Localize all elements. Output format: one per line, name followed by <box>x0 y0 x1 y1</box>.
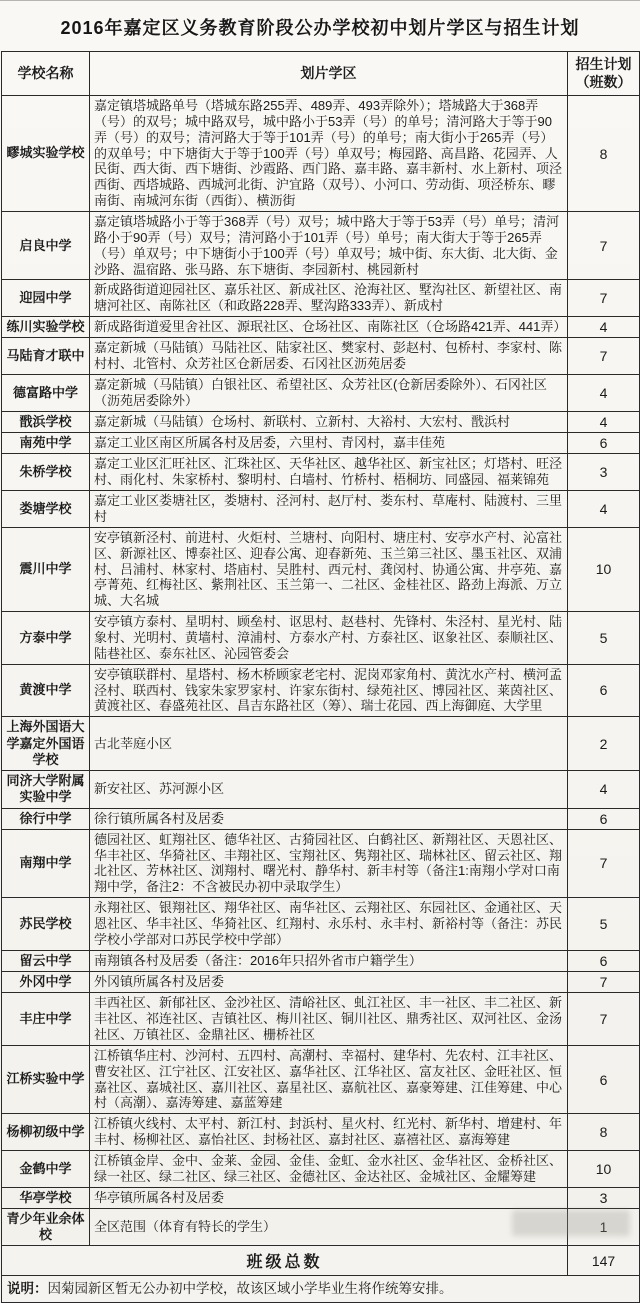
col-header-school: 学校名称 <box>2 52 90 96</box>
school-name-cell: 徐行中学 <box>2 808 90 829</box>
table-row <box>2 338 640 375</box>
total-row <box>2 1246 640 1276</box>
district-cell: 外冈镇所属各村及居委 <box>90 972 568 993</box>
table-row <box>2 527 640 611</box>
plan-count-cell: 3 <box>568 1187 640 1208</box>
table-row <box>2 717 640 771</box>
table-row <box>2 808 640 829</box>
table-row <box>2 1208 640 1246</box>
plan-count-cell: 7 <box>568 829 640 897</box>
district-cell: 江桥镇火线村、太平村、新江村、封浜村、星火村、红光村、新华村、增建村、年丰村、杨柳社区、嘉怡社区、封杨社区、嘉封社区、嘉禧社区、嘉海筹建 <box>90 1114 568 1151</box>
plan-count-cell: 4 <box>568 771 640 809</box>
table-row <box>2 1187 640 1208</box>
district-cell: 安亭镇新泾村、前进村、火炬村、兰塘村、向阳村、塘庄村、安亭水产村、沁富社区、新源社区、博泰社区、迎春公寓、迎春新苑、玉兰第三社区、墨玉社区、双浦村、吕浦村、林家村、塔庙村、吴胜村、西元村、龚闵村、协通公寓、井亭苑、嘉亭菁苑、红梅社区、紫荆社区、玉兰第一、二社区、金桂社区、路劲上海派、万立城、大名城 <box>90 527 568 611</box>
school-name-cell: 外冈中学 <box>2 972 90 993</box>
header-row <box>2 52 640 96</box>
table-row <box>2 1114 640 1151</box>
district-cell: 嘉定工业区娄塘社区，娄塘村、泾河村、赵厅村、娄东村、草庵村、陆渡村、三里村 <box>90 491 568 528</box>
school-name-cell: 方泰中学 <box>2 612 90 665</box>
school-name-cell: 苏民学校 <box>2 898 90 951</box>
table-row <box>2 664 640 717</box>
district-cell: 华亭镇所属各村及居委 <box>90 1187 568 1208</box>
school-name-cell: 朱桥学校 <box>2 454 90 491</box>
plan-count-cell: 10 <box>568 1151 640 1188</box>
total-value: 147 <box>568 1246 640 1276</box>
col-header-district: 划片学区 <box>90 52 568 96</box>
school-name-cell: 疁城实验学校 <box>2 96 90 212</box>
district-cell: 安亭镇联群村、星塔村、杨木桥顾家老宅村、泥岗邓家角村、黄沈水产村、横河孟泾村、联西村、钱家朱家罗家村、许家东街村、绿苑社区、博园社区、莱茵社区、黄渡社区、春盛苑社区、昌吉东路社区（筹）、瑞士花园、西上海御庭、大学里 <box>90 664 568 717</box>
school-name-cell: 德富路中学 <box>2 375 90 412</box>
district-cell: 德园社区、虹翔社区、德华社区、古猗园社区、白鹤社区、新翔社区、天恩社区、华丰社区、华猗社区、丰翔社区、宝翔社区、隽翔社区、瑞林社区、留云社区、翔北社区、芳林社区、浏翔村、曙光村、静华村、新丰村等（备注1:南翔小学对口南翔中学，备注2：不含被民办初中录取学生） <box>90 829 568 897</box>
col-header-plan: 招生计划（班数） <box>568 52 640 96</box>
table-row <box>2 1151 640 1188</box>
district-cell: 徐行镇所属各村及居委 <box>90 808 568 829</box>
table-row <box>2 491 640 528</box>
plan-count-cell: 6 <box>568 1045 640 1113</box>
plan-count-cell: 4 <box>568 411 640 432</box>
school-name-cell: 南苑中学 <box>2 433 90 454</box>
district-cell: 新成路街道迎园社区、嘉乐社区、新成社区、沧海社区、墅沟社区、新望社区、南塘河社区、南陈社区（和政路228弄、墅沟路333弄）、新成村 <box>90 280 568 317</box>
table-row <box>2 612 640 665</box>
plan-count-cell: 7 <box>568 993 640 1046</box>
district-cell: 新安社区、苏河源小区 <box>90 771 568 809</box>
plan-count-cell: 6 <box>568 950 640 971</box>
school-name-cell: 青少年业余体校 <box>2 1208 90 1246</box>
table-row <box>2 993 640 1046</box>
plan-count-cell: 4 <box>568 491 640 528</box>
school-name-cell: 江桥实验中学 <box>2 1045 90 1113</box>
district-cell: 嘉定镇塔城路单号（塔城东路255弄、489弄、493弄除外）；塔城路大于368弄（号）的双号；城中路双号，城中路小于53弄（号）的单号；清河路大于等于90弄（号）的双号；清河路大于等于101弄（号）的单号；南大街小于265弄（号）的双单号；中下塘街大于等于100弄（号）单双号；梅园路、高昌路、花园弄、人民街、西大街、西下塘街、沙霞路、西门路、嘉丰路、嘉丰新村、水上新村、项泾西街、西塔城路、西城河北街、沪宜路（双号）、小河口、劳动街、项泾桥东、疁南街、南城河东街（西街）、横沥街 <box>90 96 568 212</box>
school-name-cell: 同济大学附属实验中学 <box>2 771 90 809</box>
district-cell: 嘉定新城（马陆镇）仓场村、新联村、立新村、大裕村、大宏村、戬浜村 <box>90 411 568 432</box>
page-title: 2016年嘉定区义务教育阶段公办学校初中划片学区与招生计划 <box>60 18 580 38</box>
district-cell: 江桥镇金岸、金中、金莱、金园、金佳、金虹、金水社区、金华社区、金桥社区、绿一社区、绿二社区、绿三社区、金德社区、金达社区、金城社区、金耀筹建 <box>90 1151 568 1188</box>
table-row <box>2 829 640 897</box>
table-row <box>2 771 640 809</box>
table-row <box>2 1045 640 1113</box>
table-row <box>2 950 640 971</box>
plan-count-cell: 3 <box>568 454 640 491</box>
school-name-cell: 黄渡中学 <box>2 664 90 717</box>
plan-count-cell: 8 <box>568 1114 640 1151</box>
note-label: 说明： <box>7 1281 48 1297</box>
note-text: 因菊园新区暂无公办初中学校，故该区域小学毕业生将作统筹安排。 <box>47 1281 453 1297</box>
plan-count-cell: 8 <box>568 96 640 212</box>
district-cell: 新成路街道爱里舍社区、源珉社区、仓场社区、南陈社区（仓场路421弄、441弄） <box>90 317 568 338</box>
district-cell: 全区范围（体育有特长的学生） <box>90 1208 568 1246</box>
plan-count-cell: 4 <box>568 317 640 338</box>
plan-count-cell: 7 <box>568 212 640 280</box>
plan-count-cell: 6 <box>568 664 640 717</box>
plan-count-cell: 6 <box>568 808 640 829</box>
table-row <box>2 411 640 432</box>
plan-count-cell: 2 <box>568 717 640 771</box>
note-row <box>2 1276 640 1303</box>
table-row <box>2 280 640 317</box>
school-name-cell: 丰庄中学 <box>2 993 90 1046</box>
school-name-cell: 上海外国语大学嘉定外国语学校 <box>2 717 90 771</box>
district-cell: 永翔社区、银翔社区、翔华社区、南华社区、云翔社区、东园社区、金通社区、天恩社区、华丰社区、华猗社区、红翔村、永乐村、永丰村、新裕村等（备注：苏民学校小学部对口苏民学校中学部） <box>90 898 568 951</box>
district-cell: 嘉定镇塔城路小于等于368弄（号）双号；城中路大于等于53弄（号）单号；清河路小于90弄（号）双号；清河路小于101弄（号）单号；南大街大于等于265弄（号）单双号；中下塘街小于100弄（号）单双号；城中街、东大街、北大街、金沙路、温宿路、张马路、东下塘街、李园新村、桃园新村 <box>90 212 568 280</box>
table-row <box>2 454 640 491</box>
district-cell: 嘉定工业区汇旺社区、汇珠社区、天华社区、越华社区、新宝社区；灯塔村、旺泾村、雨化村、朱家桥村、黎明村、白墙村、竹桥村、梧桐坊、同盛园、福莱锦苑 <box>90 454 568 491</box>
plan-count-cell: 4 <box>568 375 640 412</box>
district-cell: 嘉定新城（马陆镇）白银社区、希望社区、众芳社区(仓新居委除外）、石冈社区（沥苑居委除外） <box>90 375 568 412</box>
school-name-cell: 启良中学 <box>2 212 90 280</box>
table-row <box>2 898 640 951</box>
table-row <box>2 972 640 993</box>
table-row <box>2 317 640 338</box>
school-name-cell: 迎园中学 <box>2 280 90 317</box>
district-cell: 嘉定新城（马陆镇）马陆社区、陆家社区、樊家村、彭赵村、包桥村、李家村、陈村村、北管村、众芳社区仓新居委、石冈社区沥苑居委 <box>90 338 568 375</box>
school-name-cell: 金鹤中学 <box>2 1151 90 1188</box>
district-cell: 嘉定工业区南区所属各村及居委，六里村、青冈村，嘉丰佳苑 <box>90 433 568 454</box>
table-row <box>2 433 640 454</box>
school-name-cell: 华亭学校 <box>2 1187 90 1208</box>
plan-count-cell: 5 <box>568 898 640 951</box>
table-row <box>2 212 640 280</box>
table-row <box>2 96 640 212</box>
district-cell: 古北莘庭小区 <box>90 717 568 771</box>
district-cell: 南翔镇各村及居委（备注：2016年只招外省市户籍学生） <box>90 950 568 971</box>
total-label: 班级总数 <box>2 1246 568 1276</box>
district-cell: 江桥镇华庄村、沙河村、五四村、高潮村、幸福村、建华村、先农村、江丰社区、曹安社区、江宁社区、江安社区、嘉华社区、江华社区、富友社区、金旺社区、恒嘉社区、嘉城社区、嘉川社区、嘉星社区、嘉航社区、嘉豪筹建、江佳筹建、中心村（高潮）、嘉涛筹建、嘉蓝筹建 <box>90 1045 568 1113</box>
plan-count-cell: 7 <box>568 280 640 317</box>
table-row <box>2 375 640 412</box>
plan-count-cell: 10 <box>568 527 640 611</box>
plan-count-cell: 5 <box>568 612 640 665</box>
district-cell: 丰西社区、新郁社区、金沙社区、清峪社区、虬江社区、丰一社区、丰二社区、新丰社区、祁连社区、吉镇社区、梅川社区、铜川社区、鼎秀社区、双河社区、金汤社区、万镇社区、金鼎社区、栅桥社区 <box>90 993 568 1046</box>
school-name-cell: 娄塘学校 <box>2 491 90 528</box>
plan-count-cell: 7 <box>568 338 640 375</box>
district-plan-table <box>1 51 640 1303</box>
school-name-cell: 马陆育才联中 <box>2 338 90 375</box>
school-name-cell: 戬浜学校 <box>2 411 90 432</box>
plan-count-cell: 1 <box>568 1208 640 1246</box>
school-name-cell: 练川实验学校 <box>2 317 90 338</box>
school-name-cell: 南翔中学 <box>2 829 90 897</box>
school-name-cell: 杨柳初级中学 <box>2 1114 90 1151</box>
school-name-cell: 留云中学 <box>2 950 90 971</box>
plan-count-cell: 7 <box>568 972 640 993</box>
note-cell <box>2 1276 640 1303</box>
plan-count-cell: 6 <box>568 433 640 454</box>
school-name-cell: 震川中学 <box>2 527 90 611</box>
district-cell: 安亭镇方泰村、星明村、顾垒村、讴思村、赵巷村、先锋村、朱泾村、星光村、陆象村、光明村、黄墙村、漳浦村、方泰水产村、方泰社区、讴象社区、泰顺社区、陆巷社区、泰东社区、沁园管委会 <box>90 612 568 665</box>
